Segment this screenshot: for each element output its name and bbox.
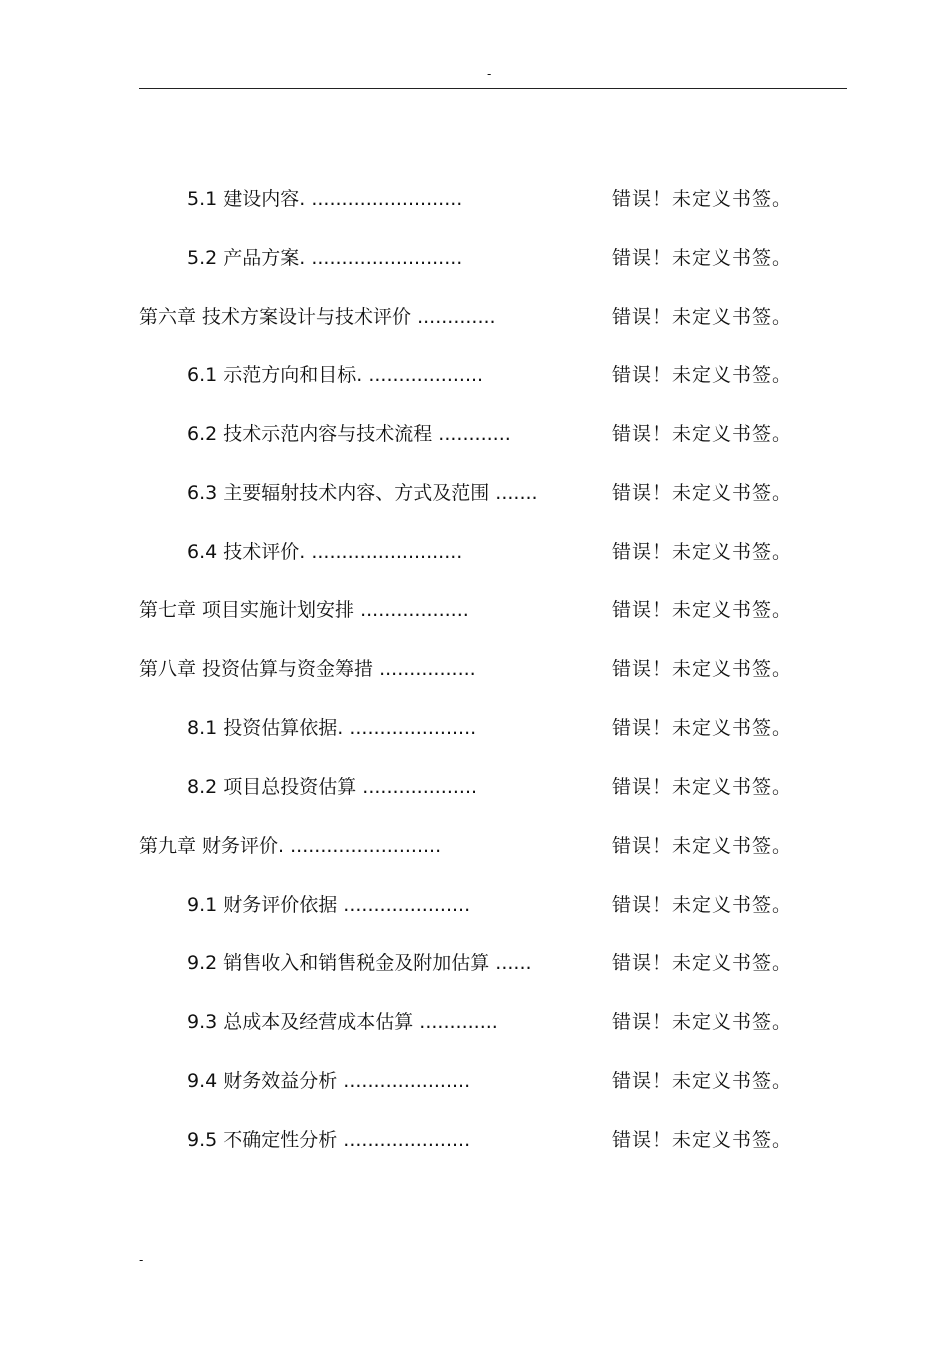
toc-entry-title: 9.5 不确定性分析 ..................... <box>187 1129 471 1151</box>
toc-entry-title: 6.2 技术示范内容与技术流程 ............ <box>187 423 511 445</box>
toc-entry-title: 6.3 主要辐射技术内容、方式及范围 ....... <box>187 482 538 504</box>
toc-entry-page-ref: 错误！未定义书签。 <box>612 1070 793 1092</box>
toc-entry-page-ref: 错误！未定义书签。 <box>612 894 793 916</box>
toc-entry-title: 6.4 技术评价. ......................... <box>187 541 463 563</box>
toc-entry-9-5[interactable] <box>0 1125 950 1155</box>
toc-entry-page-ref: 错误！未定义书签。 <box>612 1011 793 1033</box>
toc-entry-page-ref: 错误！未定义书签。 <box>612 952 793 974</box>
toc-entry-page-ref: 错误！未定义书签。 <box>612 482 793 504</box>
toc-entry-5-2[interactable] <box>0 243 950 273</box>
toc-entry-title: 第六章 技术方案设计与技术评价 ............. <box>139 306 496 328</box>
toc-entry-page-ref: 错误！未定义书签。 <box>612 188 793 210</box>
toc-entry-page-ref: 错误！未定义书签。 <box>612 776 793 798</box>
toc-entry-8-1[interactable] <box>0 713 950 743</box>
toc-entry-title: 9.4 财务效益分析 ..................... <box>187 1070 471 1092</box>
toc-entry-page-ref: 错误！未定义书签。 <box>612 599 793 621</box>
toc-entry-title: 5.2 产品方案. ......................... <box>187 247 463 269</box>
toc-entry-9-4[interactable] <box>0 1066 950 1096</box>
toc-entry-title: 6.1 示范方向和目标. ................... <box>187 364 484 386</box>
toc-entry-title: 8.2 项目总投资估算 ................... <box>187 776 478 798</box>
toc-entry-5-1[interactable] <box>0 184 950 214</box>
toc-entry-title: 第九章 财务评价. ......................... <box>139 835 442 857</box>
toc-entry-title: 8.1 投资估算依据. ..................... <box>187 717 477 739</box>
header-mark: - <box>487 67 492 81</box>
toc-entry-page-ref: 错误！未定义书签。 <box>612 247 793 269</box>
toc-entry-chapter-6[interactable] <box>0 302 950 332</box>
toc-entry-6-4[interactable] <box>0 537 950 567</box>
toc-entry-title: 9.2 销售收入和销售税金及附加估算 ...... <box>187 952 532 974</box>
toc-entry-9-3[interactable] <box>0 1007 950 1037</box>
toc-entry-title: 第八章 投资估算与资金筹措 ................ <box>139 658 476 680</box>
toc-entry-page-ref: 错误！未定义书签。 <box>612 835 793 857</box>
toc-entry-title: 9.3 总成本及经营成本估算 ............. <box>187 1011 498 1033</box>
toc-entry-6-3[interactable] <box>0 478 950 508</box>
toc-entry-page-ref: 错误！未定义书签。 <box>612 423 793 445</box>
footer-mark: - <box>139 1253 144 1267</box>
toc-entry-title: 9.1 财务评价依据 ..................... <box>187 894 471 916</box>
toc-entry-page-ref: 错误！未定义书签。 <box>612 364 793 386</box>
toc-entry-page-ref: 错误！未定义书签。 <box>612 1129 793 1151</box>
toc-entry-chapter-8[interactable] <box>0 654 950 684</box>
toc-entry-6-1[interactable] <box>0 360 950 390</box>
toc-entry-page-ref: 错误！未定义书签。 <box>612 717 793 739</box>
toc-entry-8-2[interactable] <box>0 772 950 802</box>
toc-entry-6-2[interactable] <box>0 419 950 449</box>
toc-entry-9-1[interactable] <box>0 890 950 920</box>
toc-entry-title: 第七章 项目实施计划安排 .................. <box>139 599 469 621</box>
toc-entry-chapter-9[interactable] <box>0 831 950 861</box>
toc-entry-title: 5.1 建设内容. ......................... <box>187 188 463 210</box>
toc-entry-page-ref: 错误！未定义书签。 <box>612 658 793 680</box>
toc-entry-9-2[interactable] <box>0 948 950 978</box>
toc-entry-chapter-7[interactable] <box>0 595 950 625</box>
toc-entry-page-ref: 错误！未定义书签。 <box>612 306 793 328</box>
toc-entry-page-ref: 错误！未定义书签。 <box>612 541 793 563</box>
